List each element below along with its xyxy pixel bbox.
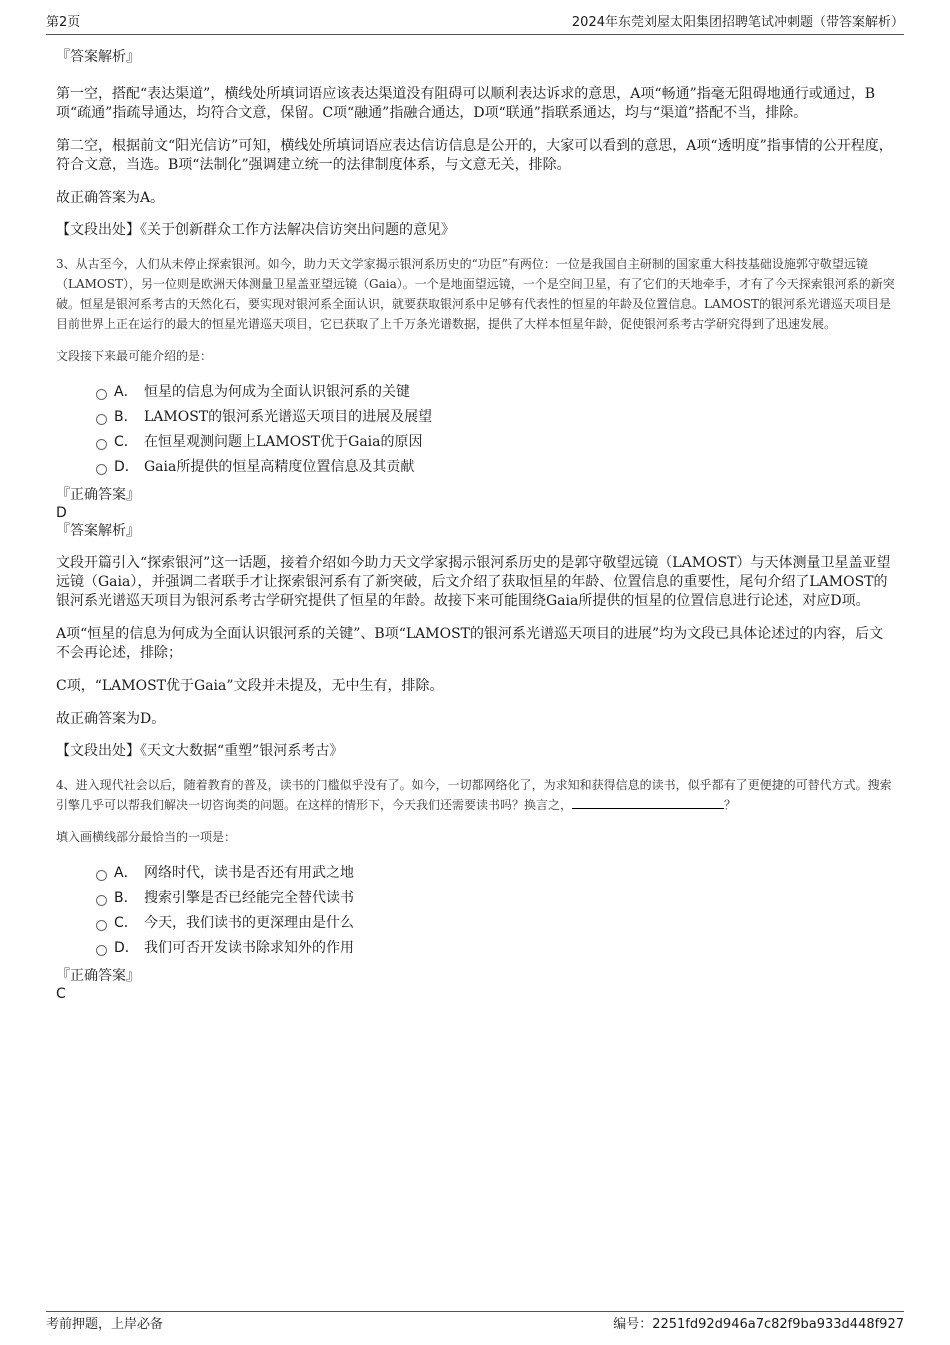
radio-icon[interactable]: [96, 439, 107, 450]
fill-blank-line: [572, 796, 724, 809]
q3-prompt: 文段接下来最可能介绍的是：: [56, 349, 213, 363]
q3-option-b[interactable]: B． LAMOST的银河系光谱巡天项目的进展及展望: [56, 405, 896, 430]
q4-stem: 4、进入现代社会以后，随着教育的普及，读书的门槛似乎没有了。如今，一切都网络化了，为求知和获得信息的读书，似乎都有了更便捷的可替代方式。搜索引擎几乎可以帮我们解决一切咨询类的问题。在这样的情形下，今天我们还需要读书吗？换言之， ？: [56, 778, 892, 812]
page-number: 第2页: [46, 15, 81, 30]
q3-option-d[interactable]: D． Gaia所提供的恒星高精度位置信息及其贡献: [56, 455, 896, 480]
q2-conclusion: 故正确答案为A。: [56, 190, 165, 206]
q3-option-a[interactable]: A． 恒星的信息为何成为全面认识银河系的关键: [56, 380, 896, 405]
radio-icon[interactable]: [96, 389, 107, 400]
q4-correct-answer: C: [56, 986, 66, 1002]
q4-correct-label: 『正确答案』: [56, 968, 140, 984]
q3-stem: 3、从古至今，人们从未停止探索银河。如今，助力天文学家揭示银河系历史的“功臣”有两位：一位是我国自主研制的国家重大科技基础设施郭守敬望远镜（LAMOST），另一位则是欧洲天体测量卫星盖亚望远镜（Gaia）。一个是地面望远镜，一个是空间卫星，有了它们的天地牵手，才有了今天探索银河系的新突破。恒星是银河系考古的天然化石，要实现对银河系全面认识，就要获取银河系中足够有代表性的恒星的年龄及位置信息。LAMOST的银河系光谱巡天项目是目前世界上正在运行的最大的恒星光谱巡天项目，它已获取了上千万条光谱数据，提供了大样本恒星年龄，促使银河系考古学研究得到了迅速发展。: [56, 257, 895, 331]
q3-option-c[interactable]: C． 在恒星观测问题上LAMOST优于Gaia的原因: [56, 430, 896, 455]
q3-correct-label: 『正确答案』: [56, 487, 140, 503]
q3-analysis-label: 『答案解析』: [56, 523, 140, 539]
q4-option-c[interactable]: C． 今天，我们读书的更深理由是什么: [56, 911, 896, 936]
footer-slogan: 考前押题，上岸必备: [46, 1317, 164, 1332]
document-body: [56, 44, 896, 1003]
page-footer: [46, 1311, 904, 1336]
radio-icon[interactable]: [96, 920, 107, 931]
radio-icon[interactable]: [96, 945, 107, 956]
page-header: [46, 14, 904, 35]
q3-options: [56, 380, 896, 480]
q3-source: 【文段出处】《天文大数据“重塑”银河系考古》: [56, 743, 344, 759]
q2-analysis-label: 『答案解析』: [56, 49, 140, 65]
q3-correct-answer: D: [56, 505, 67, 521]
q2-analysis-para1: 第一空，搭配“表达渠道”，横线处所填词语应该表达渠道没有阻碍可以顺利表达诉求的意思，A项“畅通”指毫无阻碍地通行或通过，B项“疏通”指疏导通达，均符合文意，保留。C项“融通”指融合通达，D项“联通”指联系通达，均与“渠道”搭配不当，排除。: [56, 86, 876, 121]
radio-icon[interactable]: [96, 895, 107, 906]
document-title: 2024年东莞刘屋太阳集团招聘笔试冲刺题（带答案解析）: [571, 15, 904, 30]
q3-analysis-para1: 文段开篇引入“探索银河”这一话题，接着介绍如今助力天文学家揭示银河系历史的是郭守敬望远镜（LAMOST）与天体测量卫星盖亚望远镜（Gaia），并强调二者联手才让探索银河系有了新突破，后文介绍了获取恒星的年龄、位置信息的重要性，尾句介绍了LAMOST的银河系光谱巡天项目为银河系考古学研究提供了恒星的年龄。故接下来可能围绕Gaia所提供的恒星的位置信息进行论述，对应D项。: [56, 555, 891, 609]
q3-analysis-para3: C项，“LAMOST优于Gaia”文段并未提及，无中生有，排除。: [56, 678, 444, 694]
radio-icon[interactable]: [96, 414, 107, 425]
q4-option-a[interactable]: A． 网络时代，读书是否还有用武之地: [56, 861, 896, 886]
document-id: 编号：2251fd92d946a7c82f9ba933d448f927: [613, 1317, 904, 1332]
q2-analysis-para2: 第二空，根据前文“阳光信访”可知，横线处所填词语应表达信访信息是公开的，大家可以看到的意思，A项“透明度”指事情的公开程度，符合文意，当选。B项“法制化”强调建立统一的法律制度体系，与文意无关，排除。: [56, 138, 893, 173]
radio-icon[interactable]: [96, 870, 107, 881]
q4-prompt: 填入画横线部分最恰当的一项是：: [56, 830, 237, 844]
radio-icon[interactable]: [96, 464, 107, 475]
q4-option-b[interactable]: B． 搜索引擎是否已经能完全替代读书: [56, 886, 896, 911]
q3-conclusion: 故正确答案为D。: [56, 711, 166, 727]
q2-source: 【文段出处】《关于创新群众工作方法解决信访突出问题的意见》: [56, 222, 455, 238]
q4-option-d[interactable]: D． 我们可否开发读书除求知外的作用: [56, 936, 896, 961]
q4-options: [56, 861, 896, 961]
q3-analysis-para2: A项“恒星的信息为何成为全面认识银河系的关键”、B项“LAMOST的银河系光谱巡天项目的进展”均为文段已具体论述过的内容，后文不会再论述，排除；: [56, 626, 884, 661]
